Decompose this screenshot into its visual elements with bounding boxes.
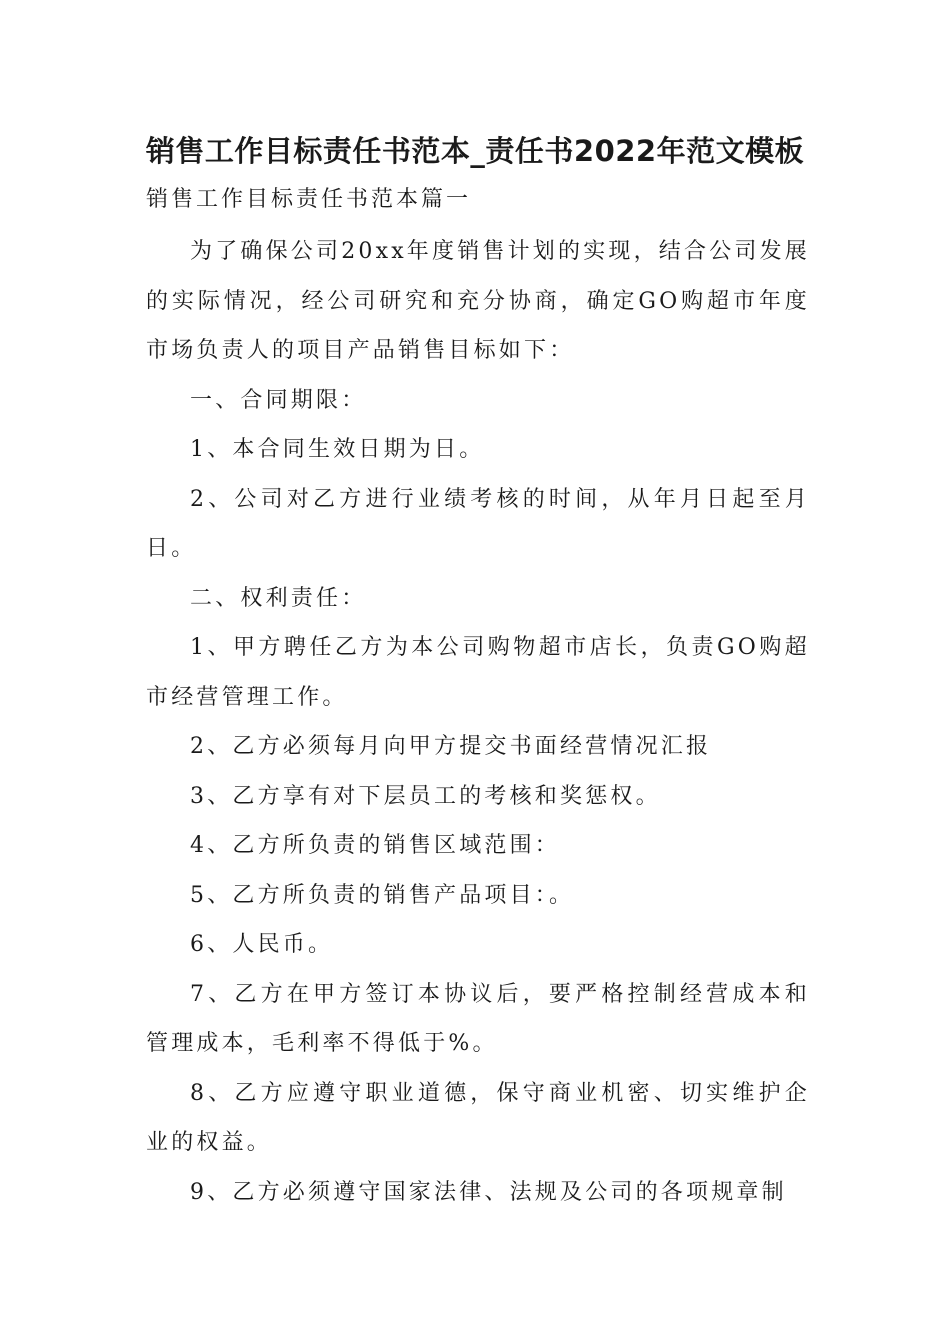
paragraph: 6、人民币。	[190, 932, 334, 957]
section-subtitle: 销售工作目标责任书范本篇一	[146, 187, 472, 212]
paragraph: 7、乙方在甲方签订本协议后，要严格控制经营成本和管理成本，毛利率不得低于%。	[146, 981, 810, 1056]
paragraph: 3、乙方享有对下层员工的考核和奖惩权。	[190, 783, 661, 809]
document-title: 销售工作目标责任书范本_责任书2022年范文模板	[145, 134, 805, 168]
paragraph: 为了确保公司20xx年度销售计划的实现，结合公司发展的实际情况，经公司研究和充分协商，确定GO购超市年度市场负责人的项目产品销售目标如下：	[146, 239, 811, 363]
paragraph: 一、合同期限：	[190, 387, 367, 413]
document-body	[146, 227, 810, 1217]
paragraph: 2、乙方必须每月向甲方提交书面经营情况汇报	[190, 734, 712, 759]
paragraph: 2、公司对乙方进行业绩考核的时间，从年月日起至月日。	[146, 486, 810, 561]
paragraph: 9、乙方必须遵守国家法律、法规及公司的各项规章制	[190, 1179, 787, 1205]
paragraph: 4、乙方所负责的销售区域范围：	[190, 833, 560, 858]
paragraph: 二、权利责任：	[190, 585, 367, 611]
paragraph: 1、甲方聘任乙方为本公司购物超市店长，负责GO购超市经营管理工作。	[146, 635, 810, 710]
paragraph: 8、乙方应遵守职业道德，保守商业机密、切实维护企业的权益。	[146, 1080, 810, 1155]
paragraph: 5、乙方所负责的销售产品项目：。	[190, 882, 575, 908]
paragraph: 1、本合同生效日期为日。	[190, 437, 485, 462]
